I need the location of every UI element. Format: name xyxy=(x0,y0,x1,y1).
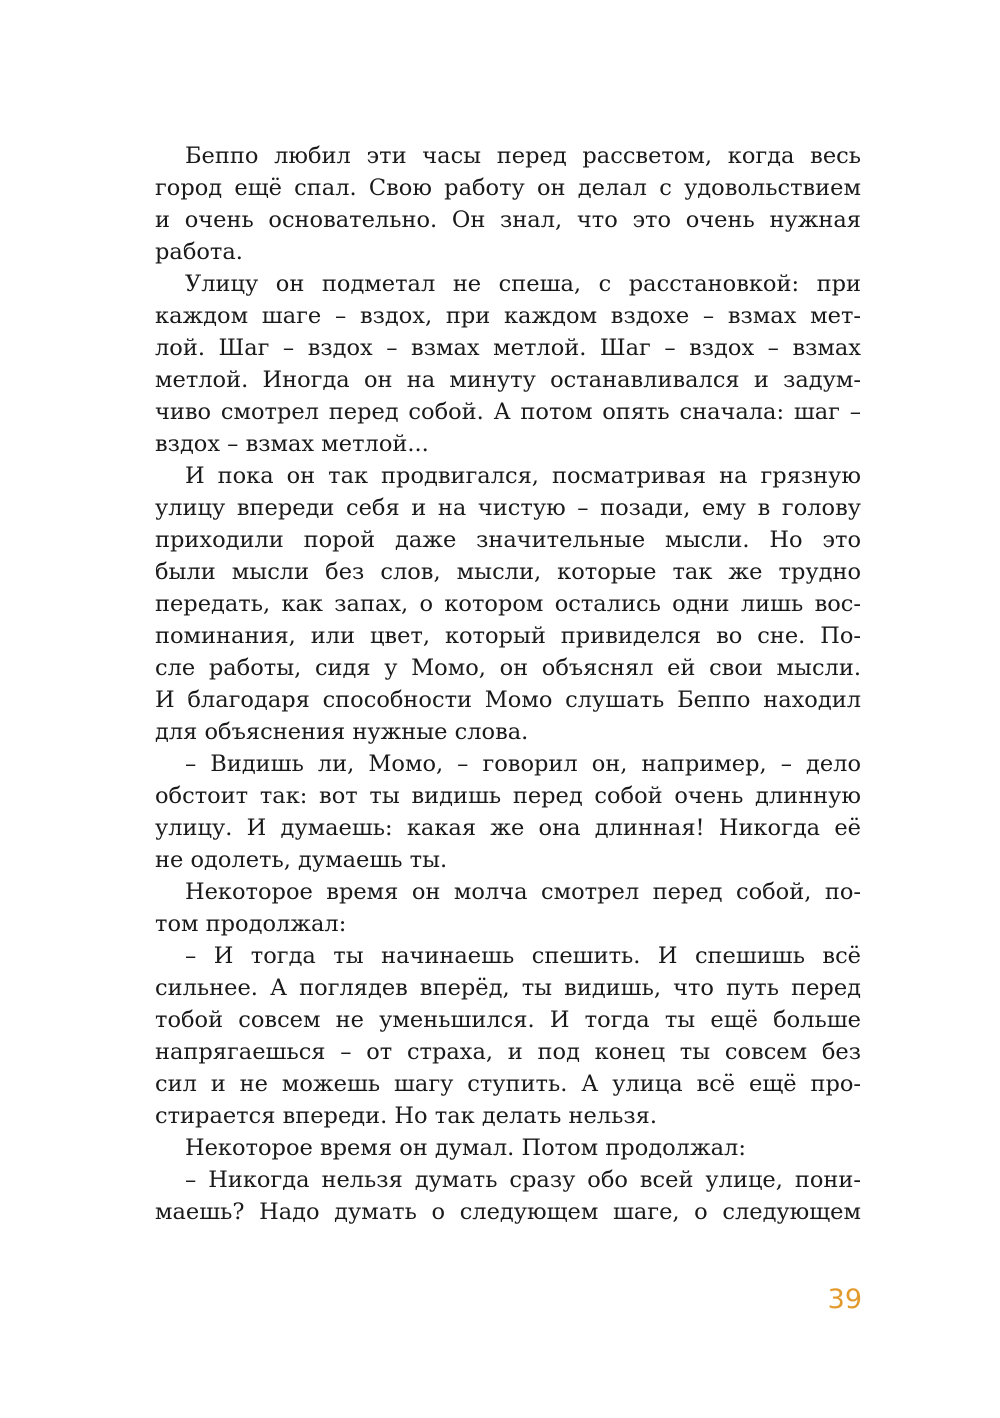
text-line: стирается впереди. Но так делать нельзя. xyxy=(155,1103,658,1129)
text-line: лой. Шаг – вздох – взмах метлой. Шаг – вздох – взмах xyxy=(155,335,861,361)
text-line: сил и не можешь шагу ступить. А улица всё ещё про- xyxy=(155,1071,861,1097)
text-line: – Видишь ли, Момо, – говорил он, например, – дело xyxy=(185,751,861,777)
text-line: обстоит так: вот ты видишь перед собой очень длинную xyxy=(155,783,861,809)
text-line: сле работы, сидя у Момо, он объяснял ей свои мысли. xyxy=(155,655,861,681)
text-line: Некоторое время он молча смотрел перед собой, по- xyxy=(185,879,861,905)
text-line: И благодаря способности Момо слушать Беппо находил xyxy=(155,687,861,713)
text-line: не одолеть, думаешь ты. xyxy=(155,847,448,873)
text-line: – Никогда нельзя думать сразу обо всей улице, пони- xyxy=(185,1167,861,1193)
text-line: работа. xyxy=(155,239,243,265)
text-line: для объяснения нужные слова. xyxy=(155,719,529,745)
text-line: город ещё спал. Свою работу он делал с удовольствием xyxy=(155,175,861,201)
text-line: улицу. И думаешь: какая же она длинная! Никогда её xyxy=(155,815,861,841)
text-line: и очень основательно. Он знал, что это очень нужная xyxy=(155,207,861,233)
text-line: Некоторое время он думал. Потом продолжал: xyxy=(185,1135,746,1161)
text-line: И пока он так продвигался, посматривая на грязную xyxy=(185,463,861,489)
text-line: Улицу он подметал не спеша, с расстановкой: при xyxy=(185,271,861,297)
text-line: сильнее. А поглядев вперёд, ты видишь, что путь перед xyxy=(155,975,861,1001)
text-line: том продолжал: xyxy=(155,911,347,937)
text-line: метлой. Иногда он на минуту останавливался и задум- xyxy=(155,367,861,393)
text-line: маешь? Надо думать о следующем шаге, о следующем xyxy=(155,1199,861,1225)
text-line: поминания, или цвет, который привиделся во сне. По- xyxy=(155,623,861,649)
page-text xyxy=(155,140,861,1228)
text-line: Беппо любил эти часы перед рассветом, когда весь xyxy=(185,143,861,169)
text-line: чиво смотрел перед собой. А потом опять сначала: шаг – xyxy=(155,399,861,425)
text-line: – И тогда ты начинаешь спешить. И спешишь всё xyxy=(185,943,861,969)
text-line: напрягаешься – от страха, и под конец ты совсем без xyxy=(155,1039,861,1065)
text-line: улицу впереди себя и на чистую – позади, ему в голову xyxy=(155,495,861,521)
text-line: приходили порой даже значительные мысли. Но это xyxy=(155,527,861,553)
text-line: были мысли без слов, мысли, которые так же трудно xyxy=(155,559,861,585)
text-line: каждом шаге – вздох, при каждом вздохе – взмах мет- xyxy=(155,303,861,329)
text-line: передать, как запах, о котором остались одни лишь вос- xyxy=(155,591,861,617)
page-number: 39 xyxy=(827,1284,862,1315)
text-line: вздох – взмах метлой... xyxy=(155,431,429,457)
text-line: тобой совсем не уменьшился. И тогда ты ещё больше xyxy=(155,1007,861,1033)
